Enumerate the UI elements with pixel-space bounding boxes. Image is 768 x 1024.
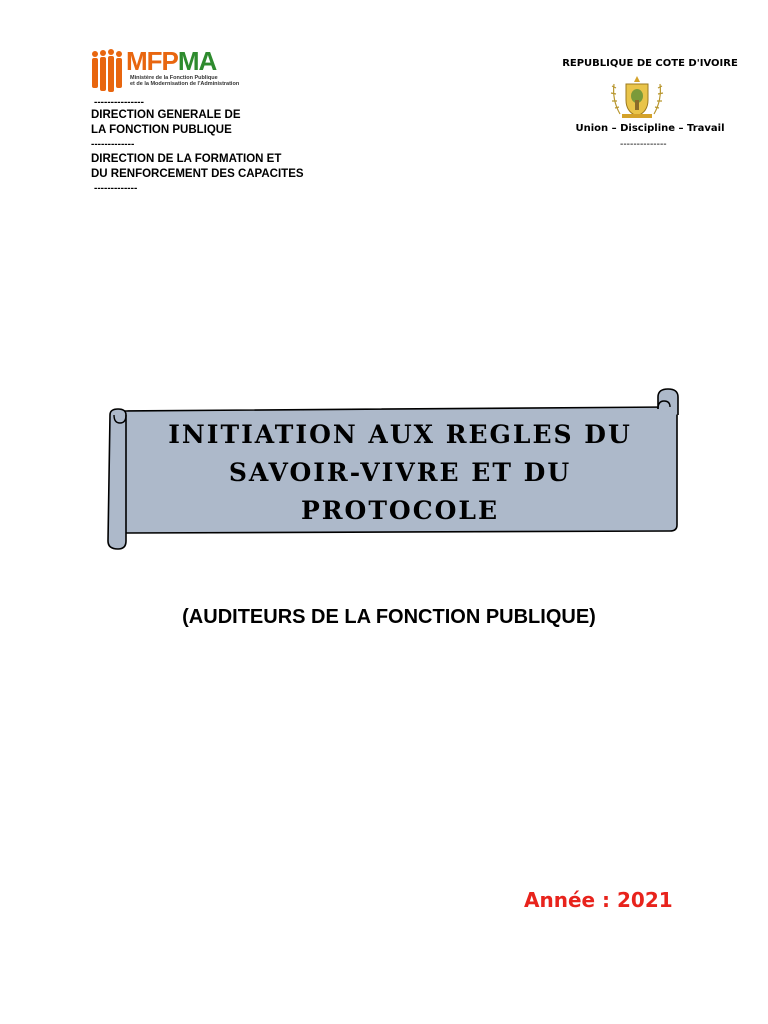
dept-formation-line-1: DIRECTION DE LA FORMATION ET	[91, 153, 282, 165]
logo-subtitle-1: Ministère de la Fonction Publique	[130, 75, 218, 81]
title-line-2: SAVOIR-VIVRE ET DU	[228, 458, 572, 487]
separator-2: -------------	[91, 139, 135, 150]
logo-wordmark: MFPMA	[126, 46, 217, 76]
dept-general-line-2: LA FONCTION PUBLIQUE	[91, 124, 232, 136]
dept-general-line-1: DIRECTION GENERALE DE	[91, 109, 241, 121]
dept-formation-line-2: DU RENFORCEMENT DES CAPACITES	[91, 168, 304, 180]
separator-1: ---------------	[94, 97, 144, 108]
national-motto: Union – Discipline – Travail	[575, 123, 725, 134]
document-subtitle: (AUDITEURS DE LA FONCTION PUBLIQUE)	[182, 606, 596, 628]
logo-subtitle-2: et de la Modernisation de l'Administration	[130, 81, 240, 87]
year-label: Année : 2021	[524, 888, 673, 912]
title-line-3: PROTOCOLE	[300, 496, 500, 525]
separator-3: -------------	[94, 183, 138, 194]
coat-of-arms-icon	[608, 74, 666, 120]
country-name: REPUBLIQUE DE COTE D'IVOIRE	[562, 58, 738, 69]
people-group-icon	[90, 48, 126, 94]
separator-right: --------------	[620, 139, 667, 150]
title-line-1: INITIATION AUX REGLES DU	[168, 420, 632, 449]
document-title	[140, 416, 660, 530]
mfpma-logo	[90, 46, 258, 94]
